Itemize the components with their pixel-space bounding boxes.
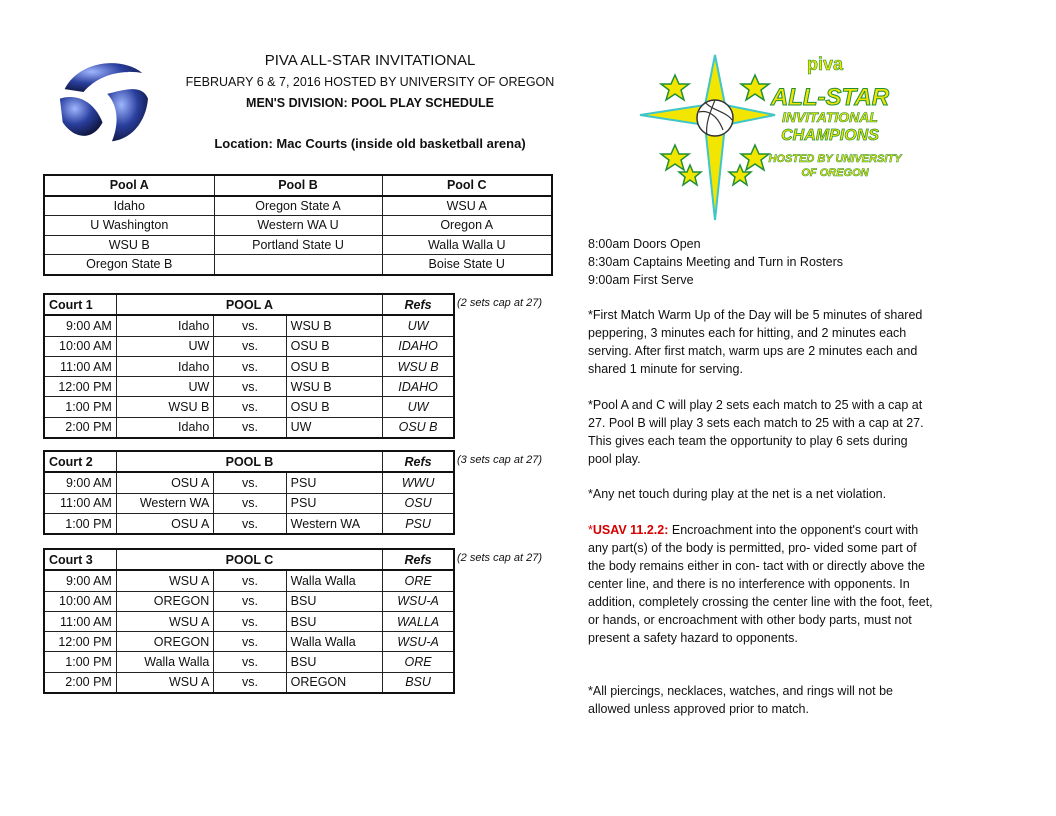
away-team: OSU B bbox=[286, 336, 382, 356]
away-team: BSU bbox=[286, 611, 382, 631]
court-1-schedule-table bbox=[43, 293, 455, 439]
schedule-item: 8:30am Captains Meeting and Turn in Rosters bbox=[588, 255, 843, 269]
away-team: Western WA bbox=[286, 513, 382, 534]
home-team: UW bbox=[116, 377, 213, 397]
pool-name: POOL A bbox=[116, 294, 382, 315]
refs-header: Refs bbox=[383, 294, 454, 315]
vs-label: vs. bbox=[214, 417, 286, 438]
match-time: 1:00 PM bbox=[44, 397, 116, 417]
ref-team: BSU bbox=[383, 672, 454, 693]
match-row bbox=[44, 336, 454, 356]
home-team: WSU B bbox=[116, 397, 213, 417]
vs-label: vs. bbox=[214, 336, 286, 356]
match-time: 12:00 PM bbox=[44, 632, 116, 652]
pool-team bbox=[214, 255, 382, 275]
away-team: BSU bbox=[286, 652, 382, 672]
match-row bbox=[44, 570, 454, 591]
vs-label: vs. bbox=[214, 570, 286, 591]
match-row bbox=[44, 377, 454, 397]
ref-team: IDAHO bbox=[383, 336, 454, 356]
pool-team: Walla Walla U bbox=[382, 235, 552, 255]
home-team: Walla Walla bbox=[116, 652, 213, 672]
vs-label: vs. bbox=[214, 652, 286, 672]
ref-team: WALLA bbox=[383, 611, 454, 631]
home-team: Idaho bbox=[116, 356, 213, 376]
match-row bbox=[44, 652, 454, 672]
piercings-note: *All piercings, necklaces, watches, and rings will not be allowed unless approved prior to match. bbox=[588, 684, 894, 716]
away-team: UW bbox=[286, 417, 382, 438]
usav-star: * bbox=[588, 523, 593, 537]
away-team: OSU B bbox=[286, 397, 382, 417]
court-name: Court 3 bbox=[44, 549, 116, 570]
pool-team: Oregon State B bbox=[44, 255, 214, 275]
schedule-item: 9:00am First Serve bbox=[588, 273, 694, 287]
net-violation-note: *Any net touch during play at the net is a net violation. bbox=[588, 487, 887, 501]
logo-line3: CHAMPIONS bbox=[781, 127, 879, 144]
usav-rule-label: USAV 11.2.2: bbox=[592, 523, 669, 537]
match-row bbox=[44, 611, 454, 631]
ref-team: WSU-A bbox=[383, 632, 454, 652]
match-time: 1:00 PM bbox=[44, 652, 116, 672]
location-text: Location: Mac Courts (inside old basketball arena) bbox=[214, 136, 526, 151]
match-time: 9:00 AM bbox=[44, 315, 116, 336]
warmup-note: *First Match Warm Up of the Day will be 5 minutes of shared peppering, 3 minutes each for hitting, and 2 minutes each serving. After first match, warm ups are 2 minutes each and shared 1 minute for serving. bbox=[588, 308, 923, 376]
schedule-item: 8:00am Doors Open bbox=[588, 237, 701, 251]
court-header-row bbox=[44, 549, 454, 570]
match-row bbox=[44, 417, 454, 438]
court-header-row bbox=[44, 451, 454, 472]
match-row bbox=[44, 472, 454, 493]
home-team: UW bbox=[116, 336, 213, 356]
home-team: WSU A bbox=[116, 570, 213, 591]
pool-team: Western WA U bbox=[214, 216, 382, 236]
pool-a-header: Pool A bbox=[44, 175, 214, 196]
vs-label: vs. bbox=[214, 591, 286, 611]
ref-team: WWU bbox=[383, 472, 454, 493]
vs-label: vs. bbox=[214, 611, 286, 631]
piva-all-star-logo bbox=[635, 50, 925, 225]
match-time: 1:00 PM bbox=[44, 513, 116, 534]
away-team: Walla Walla bbox=[286, 632, 382, 652]
away-team: OREGON bbox=[286, 672, 382, 693]
match-time: 9:00 AM bbox=[44, 472, 116, 493]
vs-label: vs. bbox=[214, 315, 286, 336]
logo-line4: HOSTED BY UNIVERSITY bbox=[768, 153, 902, 165]
match-row bbox=[44, 632, 454, 652]
court-1-sets-note: (2 sets cap at 27) bbox=[457, 297, 542, 309]
pool-team: Idaho bbox=[44, 196, 214, 216]
match-time: 2:00 PM bbox=[44, 672, 116, 693]
pool-name: POOL B bbox=[116, 451, 382, 472]
pools-row bbox=[44, 255, 552, 275]
vs-label: vs. bbox=[214, 632, 286, 652]
ref-team: UW bbox=[383, 397, 454, 417]
logo-line1: ALL-STAR bbox=[770, 84, 890, 111]
court-name: Court 1 bbox=[44, 294, 116, 315]
pool-team: Portland State U bbox=[214, 235, 382, 255]
home-team: WSU A bbox=[116, 611, 213, 631]
vs-label: vs. bbox=[214, 672, 286, 693]
logo-line2: INVITATIONAL bbox=[782, 109, 878, 125]
ref-team: ORE bbox=[383, 652, 454, 672]
away-team: Walla Walla bbox=[286, 570, 382, 591]
match-row bbox=[44, 356, 454, 376]
pool-team: Boise State U bbox=[382, 255, 552, 275]
refs-header: Refs bbox=[383, 451, 454, 472]
home-team: Western WA bbox=[116, 493, 213, 513]
ref-team: OSU B bbox=[383, 417, 454, 438]
pools-table bbox=[43, 174, 553, 276]
ref-team: WSU-A bbox=[383, 591, 454, 611]
home-team: OSU A bbox=[116, 472, 213, 493]
away-team: PSU bbox=[286, 472, 382, 493]
court-2-sets-note: (3 sets cap at 27) bbox=[457, 454, 542, 466]
refs-header: Refs bbox=[383, 549, 454, 570]
ref-team: ORE bbox=[383, 570, 454, 591]
event-dates: FEBRUARY 6 & 7, 2016 HOSTED BY UNIVERSITY OF OREGON bbox=[185, 75, 555, 89]
home-team: OREGON bbox=[116, 632, 213, 652]
pools-row bbox=[44, 216, 552, 236]
match-row bbox=[44, 591, 454, 611]
pool-c-header: Pool C bbox=[382, 175, 552, 196]
ref-team: IDAHO bbox=[383, 377, 454, 397]
court-name: Court 2 bbox=[44, 451, 116, 472]
pool-team: WSU A bbox=[382, 196, 552, 216]
match-row bbox=[44, 315, 454, 336]
match-time: 9:00 AM bbox=[44, 570, 116, 591]
logo-line5: OF OREGON bbox=[801, 167, 869, 179]
pools-row bbox=[44, 196, 552, 216]
logo-piva-text: piva bbox=[806, 54, 844, 74]
pools-row bbox=[44, 235, 552, 255]
home-team: Idaho bbox=[116, 417, 213, 438]
sets-note: *Pool A and C will play 2 sets each match to 25 with a cap at 27. Pool B will play 3 sets each match to 25 with a cap at 27. This gives each team the opportunity to play 6 sets during pool play. bbox=[588, 398, 924, 466]
vs-label: vs. bbox=[214, 513, 286, 534]
match-row bbox=[44, 672, 454, 693]
vs-label: vs. bbox=[214, 493, 286, 513]
vs-label: vs. bbox=[214, 356, 286, 376]
pool-team: WSU B bbox=[44, 235, 214, 255]
home-team: Idaho bbox=[116, 315, 213, 336]
match-time: 11:00 AM bbox=[44, 493, 116, 513]
court-3-schedule-table bbox=[43, 548, 455, 694]
pool-team: Oregon State A bbox=[214, 196, 382, 216]
page-title: PIVA ALL-STAR INVITATIONAL bbox=[264, 52, 476, 69]
home-team: WSU A bbox=[116, 672, 213, 693]
ref-team: PSU bbox=[383, 513, 454, 534]
pools-header-row bbox=[44, 175, 552, 196]
court-3-sets-note: (2 sets cap at 27) bbox=[457, 552, 542, 564]
match-time: 2:00 PM bbox=[44, 417, 116, 438]
match-time: 12:00 PM bbox=[44, 377, 116, 397]
ref-team: UW bbox=[383, 315, 454, 336]
usav-rule-note bbox=[588, 521, 933, 647]
court-2-schedule-table bbox=[43, 450, 455, 535]
match-row bbox=[44, 493, 454, 513]
vs-label: vs. bbox=[214, 377, 286, 397]
pool-team: U Washington bbox=[44, 216, 214, 236]
away-team: BSU bbox=[286, 591, 382, 611]
away-team: OSU B bbox=[286, 356, 382, 376]
vs-label: vs. bbox=[214, 472, 286, 493]
away-team: PSU bbox=[286, 493, 382, 513]
pool-team: Oregon A bbox=[382, 216, 552, 236]
vs-label: vs. bbox=[214, 397, 286, 417]
division-title: MEN'S DIVISION: POOL PLAY SCHEDULE bbox=[246, 96, 494, 110]
match-row bbox=[44, 513, 454, 534]
usav-rule-text: Encroachment into the opponent's court with any part(s) of the body is permitted, pro- vided some part of the body remains either in con- tact with or directly above the center line, and there is no interference with opponents. In addition, completely crossing the center line with the foot, feet, or hands, or encroachment with other body parts, must not present a safety hazard to opponents. bbox=[588, 523, 933, 645]
away-team: WSU B bbox=[286, 377, 382, 397]
ref-team: WSU B bbox=[383, 356, 454, 376]
match-row bbox=[44, 397, 454, 417]
pool-b-header: Pool B bbox=[214, 175, 382, 196]
home-team: OSU A bbox=[116, 513, 213, 534]
match-time: 11:00 AM bbox=[44, 356, 116, 376]
match-time: 10:00 AM bbox=[44, 591, 116, 611]
ref-team: OSU bbox=[383, 493, 454, 513]
away-team: WSU B bbox=[286, 315, 382, 336]
home-team: OREGON bbox=[116, 591, 213, 611]
match-time: 10:00 AM bbox=[44, 336, 116, 356]
match-time: 11:00 AM bbox=[44, 611, 116, 631]
court-header-row bbox=[44, 294, 454, 315]
pool-name: POOL C bbox=[116, 549, 382, 570]
day-schedule bbox=[588, 235, 933, 289]
